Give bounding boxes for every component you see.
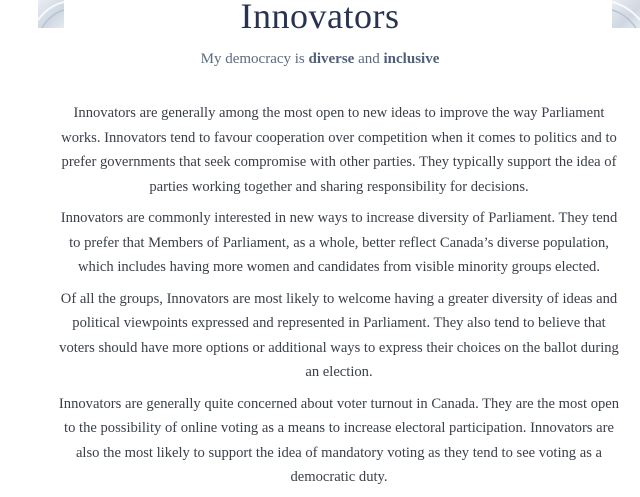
page-title: Innovators [240,0,400,36]
paragraph-openness: Innovators are generally among the most open to new ideas to improve the way Parliament works. Innovators tend to favour cooperation over competition when it comes to politics and to prefer governments that seek compromise with other parties. They typically support the idea of parties working together and sharing responsibility for decisions. [61,105,617,195]
subtitle-prefix: My democracy is [200,51,309,67]
page-subtitle [0,50,640,68]
description-body [54,101,624,497]
paragraph-diversity: Innovators are commonly interested in new ways to increase diversity of Parliament. They tend to prefer that Members of Parliament, as a whole, better reflect Canada’s diverse population, which includes having more women and candidates from visible minority groups elected. [60,210,618,275]
subtitle-keyword-diverse: diverse [308,51,355,67]
subtitle-connector: and [354,51,384,67]
paragraph-turnout: Innovators are generally quite concerned about voter turnout in Canada. They are the most open to the possibility of online voting as a means to increase electoral participation. Innovators are also the most likely to support the idea of mandatory voting as they tend to see voting as a democratic duty. [58,395,620,485]
subtitle-keyword-inclusive: inclusive [383,51,440,67]
paragraph-viewpoints: Of all the groups, Innovators are most likely to welcome having a greater diversity of ideas and political viewpoints expressed and represented in Parliament. They also tend to believe that voters should have more options or additional ways to express their choices on the ballot during an election. [59,290,619,380]
